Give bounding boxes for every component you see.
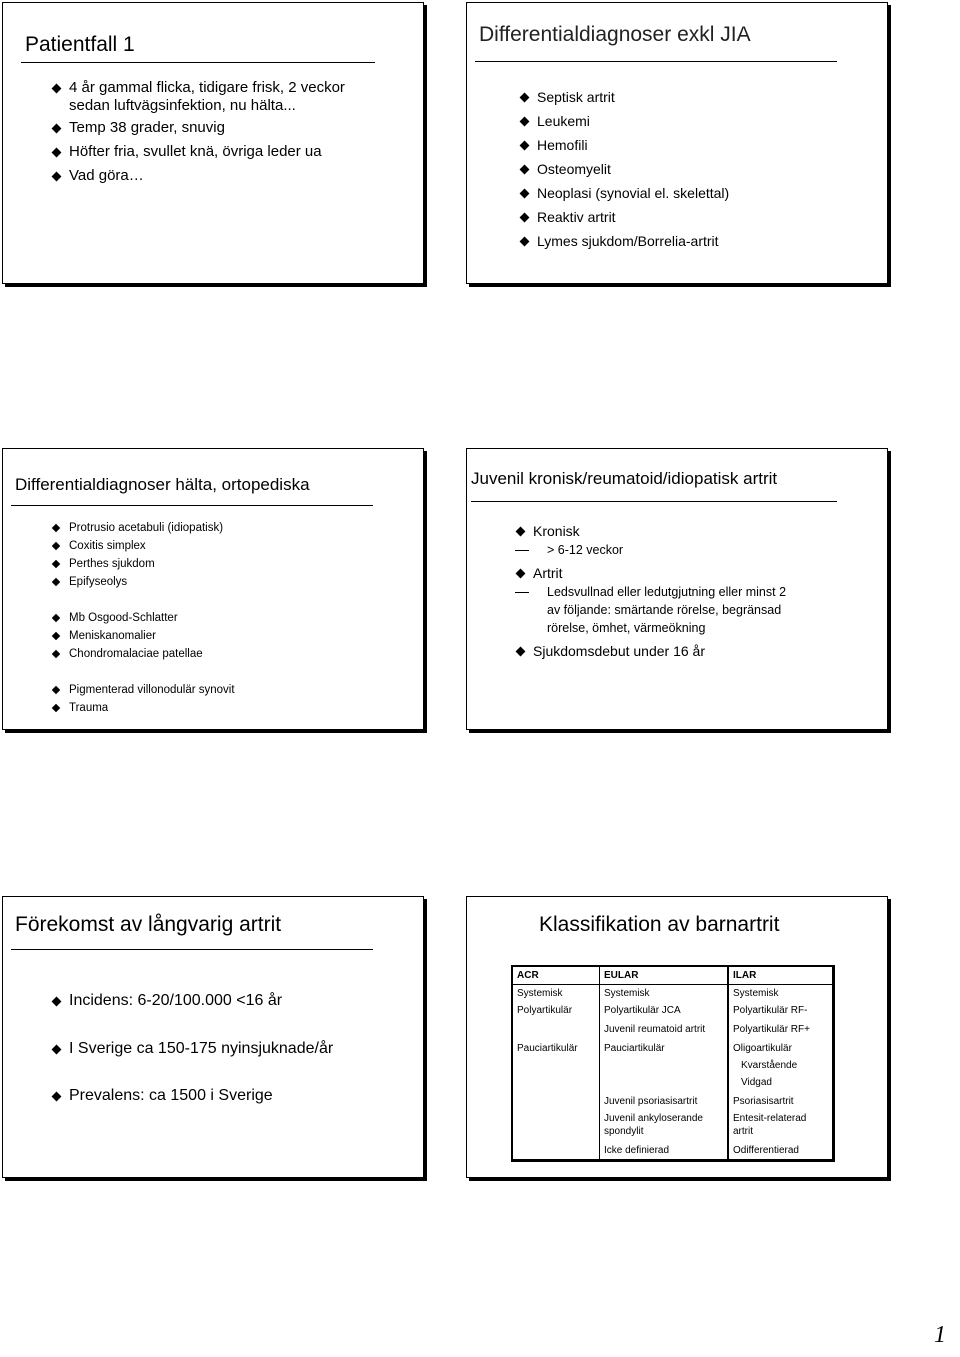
list-item: Chondromalaciae patellae <box>51 645 391 663</box>
slide-differentialdiagnoser <box>466 2 888 284</box>
table-row <box>513 985 832 1003</box>
table-cell: Polyartikulär RF+ <box>733 1024 810 1035</box>
table-cell <box>513 1110 600 1140</box>
title-underline <box>471 501 837 502</box>
column-header: ACR <box>513 967 600 985</box>
bullet-list <box>51 79 371 185</box>
title-underline <box>475 61 837 62</box>
list-item: Hemofili <box>519 133 859 157</box>
criteria-list <box>515 521 875 661</box>
diamond-bullet-icon <box>52 84 62 94</box>
table-cell: Vidgad <box>741 1077 772 1088</box>
list-item: Artrit <box>515 563 875 583</box>
list-item: Coxitis simplex <box>51 537 391 555</box>
title-underline <box>11 949 373 950</box>
table-cell: Systemisk <box>513 985 600 1003</box>
diamond-bullet-icon <box>52 148 62 158</box>
table-row <box>513 1002 832 1019</box>
slide-title: Patientfall 1 <box>25 33 135 56</box>
bullet-list <box>51 519 391 717</box>
diamond-bullet-icon <box>520 117 530 127</box>
diamond-bullet-icon <box>52 560 60 568</box>
table-row <box>513 1140 832 1159</box>
diamond-bullet-icon <box>52 1045 62 1055</box>
slide-title: Differentialdiagnoser exkl JIA <box>479 23 751 46</box>
list-item: Temp 38 grader, snuvig <box>51 119 371 137</box>
diamond-bullet-icon <box>52 704 60 712</box>
diamond-bullet-icon <box>516 569 526 579</box>
list-item: Septisk artrit <box>519 85 859 109</box>
list-item: Mb Osgood-Schlatter <box>51 609 391 627</box>
diamond-bullet-icon <box>52 997 62 1007</box>
table-row <box>513 1074 832 1091</box>
table-cell: Juvenil ankyloserande spondylit <box>600 1110 729 1140</box>
table-cell: Juvenil psoriasisartrit <box>600 1091 729 1110</box>
diamond-bullet-icon <box>516 527 526 537</box>
list-item: Lymes sjukdom/Borrelia-artrit <box>519 229 859 253</box>
list-item: Sjukdomsdebut under 16 år <box>515 641 875 661</box>
list-item: Meniskanomalier <box>51 627 391 645</box>
diamond-bullet-icon <box>520 237 530 247</box>
list-item: 4 år gammal flicka, tidigare frisk, 2 veckor sedan luftvägsinfektion, nu hälta... <box>51 79 371 115</box>
table-cell: Polyartikulär RF- <box>733 1005 808 1016</box>
list-item: Epifyseolys <box>51 573 391 591</box>
diamond-bullet-icon <box>52 124 62 134</box>
slide-title: Förekomst av långvarig artrit <box>15 913 282 936</box>
list-item: I Sverige ca 150-175 nyinsjuknade/år <box>51 1039 411 1059</box>
table-cell: Psoriasisartrit <box>733 1096 794 1107</box>
list-item: Perthes sjukdom <box>51 555 391 573</box>
diamond-bullet-icon <box>52 650 60 658</box>
diamond-bullet-icon <box>520 189 530 199</box>
list-item: Neoplasi (synovial el. skelettal) <box>519 181 859 205</box>
diamond-bullet-icon <box>52 614 60 622</box>
table-cell: Kvarstående <box>741 1060 798 1071</box>
table-cell <box>513 1074 600 1091</box>
table-cell <box>513 1091 600 1110</box>
diamond-bullet-icon <box>52 524 60 532</box>
list-item: Pigmenterad villonodulär synovit <box>51 681 391 699</box>
list-item: Osteomyelit <box>519 157 859 181</box>
table-cell <box>600 1074 729 1091</box>
diamond-bullet-icon <box>52 686 60 694</box>
bullet-list <box>51 991 411 1106</box>
title-underline <box>21 62 375 63</box>
table-cell: Oligoartikulär <box>733 1043 792 1054</box>
table-row <box>513 1057 832 1074</box>
list-item: Vad göra… <box>51 167 371 185</box>
diamond-bullet-icon <box>520 93 530 103</box>
slide-title: Klassifikation av barnartrit <box>539 913 780 936</box>
list-item: Incidens: 6-20/100.000 <16 år <box>51 991 411 1011</box>
column-header: ILAR <box>728 967 832 985</box>
slide-patientfall <box>2 2 424 284</box>
diamond-bullet-icon <box>520 165 530 175</box>
table-cell <box>600 1057 729 1074</box>
diamond-bullet-icon <box>516 647 526 657</box>
sub-item: Ledsvullnad eller ledutgjutning eller minst 2 av följande: smärtande rörelse, begränsad rörelse, ömhet, värmeökning <box>515 583 875 637</box>
sub-item: > 6-12 veckor <box>515 541 875 559</box>
column-header: EULAR <box>600 967 729 985</box>
table-cell: Icke definierad <box>600 1140 729 1159</box>
dash-bullet-icon <box>515 550 529 551</box>
slide-juvenil-artrit <box>466 448 888 730</box>
table-row <box>513 1091 832 1110</box>
slide-title: Juvenil kronisk/reumatoid/idiopatisk artrit <box>471 469 778 488</box>
title-underline <box>11 505 373 506</box>
diamond-bullet-icon <box>52 172 62 182</box>
slide-title: Differentialdiagnoser hälta, ortopediska <box>15 475 310 494</box>
table-cell: Pauciartikulär <box>600 1038 729 1057</box>
table-cell: Polyartikulär JCA <box>600 1002 729 1019</box>
bullet-list <box>519 85 859 253</box>
table-row <box>513 1110 832 1140</box>
table-row <box>513 1038 832 1057</box>
slide-forekomst <box>2 896 424 1178</box>
table-cell: Systemisk <box>733 988 779 999</box>
table-cell: Juvenil reumatoid artrit <box>600 1019 729 1038</box>
diamond-bullet-icon <box>52 542 60 550</box>
list-item: Höfter fria, svullet knä, övriga leder ua <box>51 143 371 161</box>
diamond-bullet-icon <box>52 1092 62 1102</box>
diamond-bullet-icon <box>520 213 530 223</box>
table-cell: Polyartikulär <box>513 1002 600 1019</box>
table-header-row <box>513 967 832 985</box>
table-row <box>513 1019 832 1038</box>
table-cell <box>513 1140 600 1159</box>
list-item: Prevalens: ca 1500 i Sverige <box>51 1086 411 1106</box>
list-item: Trauma <box>51 699 391 717</box>
classification-table <box>513 967 832 1159</box>
list-item: Kronisk <box>515 521 875 541</box>
table-cell <box>513 1057 600 1074</box>
page-number: 1 <box>934 1322 946 1348</box>
list-item: Leukemi <box>519 109 859 133</box>
diamond-bullet-icon <box>520 141 530 151</box>
diamond-bullet-icon <box>52 578 60 586</box>
list-item: Protrusio acetabuli (idiopatisk) <box>51 519 391 537</box>
table-cell: Entesit-relaterad artrit <box>733 1113 807 1137</box>
list-item: Reaktiv artrit <box>519 205 859 229</box>
slide-ortopediska <box>2 448 424 730</box>
dash-bullet-icon <box>515 592 529 593</box>
slide-klassifikation <box>466 896 888 1178</box>
classification-table-wrap <box>511 965 835 1162</box>
table-cell: Pauciartikulär <box>513 1038 600 1057</box>
table-cell: Systemisk <box>600 985 729 1003</box>
table-cell <box>513 1019 600 1038</box>
diamond-bullet-icon <box>52 632 60 640</box>
table-cell: Odifferentierad <box>733 1145 799 1156</box>
